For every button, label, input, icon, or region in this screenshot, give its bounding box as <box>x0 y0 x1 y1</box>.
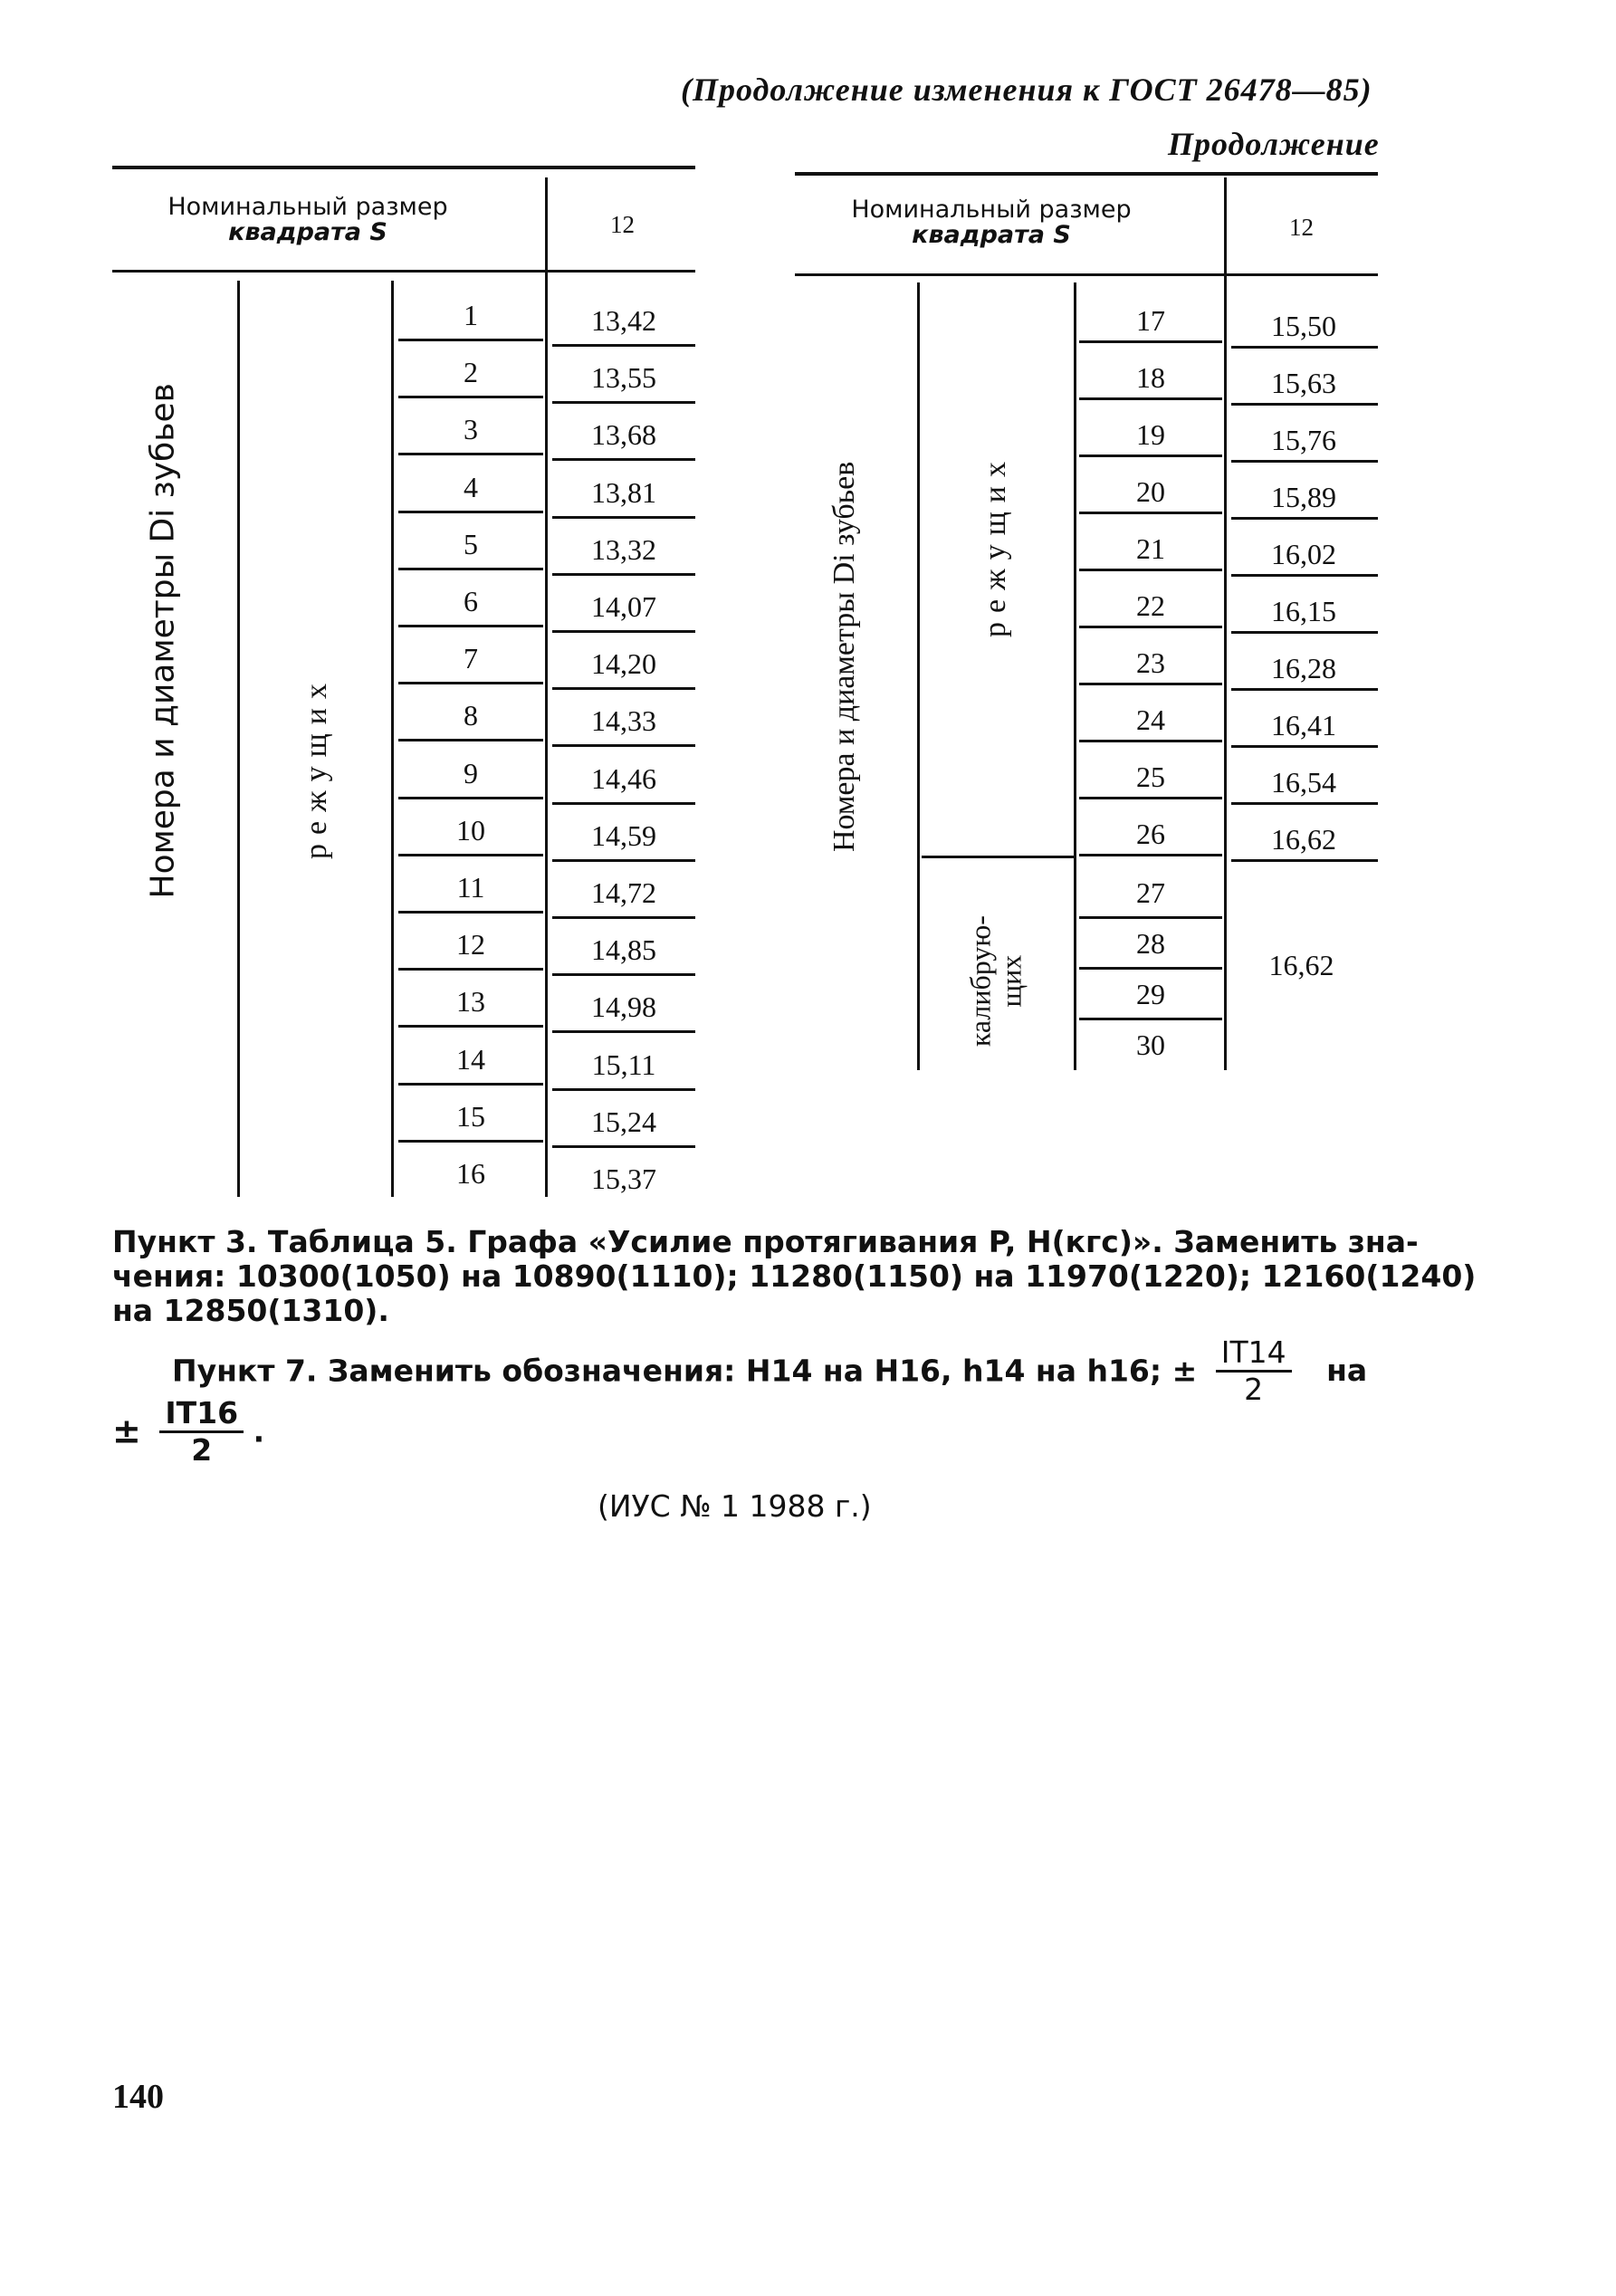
right-row-divider <box>1079 512 1222 514</box>
right-tooth-number: 20 <box>1136 475 1165 508</box>
left-tooth-number: 9 <box>464 756 478 789</box>
fraction-it14-den: 2 <box>1244 1371 1264 1407</box>
right-col-header-line2: квадрата S <box>912 221 1071 250</box>
left-row-divider <box>552 573 695 576</box>
right-calib-number: 28 <box>1136 927 1165 960</box>
left-row-divider <box>552 516 695 519</box>
right-row-divider <box>1079 854 1222 856</box>
left-tooth-number: 15 <box>456 1099 485 1133</box>
left-tooth-number: 2 <box>464 356 478 389</box>
continued-label: Продолжение <box>1168 126 1380 162</box>
right-tooth-diameter: 16,15 <box>1271 595 1336 627</box>
left-col-header-line1: Номинальный размер <box>167 193 448 221</box>
right-row-divider <box>1231 517 1378 520</box>
left-row-divider <box>398 396 543 398</box>
fraction-it16-den: 2 <box>191 1431 213 1468</box>
fraction-it14-num: IT14 <box>1216 1335 1292 1373</box>
right-row-divider <box>1079 454 1222 457</box>
left-row-divider <box>552 687 695 690</box>
paragraph-3 <box>112 1224 1477 1328</box>
right-col-header-line1: Номинальный размер <box>851 196 1132 224</box>
right-tooth-number: 26 <box>1136 818 1165 850</box>
paragraph-3-line1: Пункт 3. Таблица 5. Графа «Усилие протягивания P, Н(кгс)». Заменить зна- <box>112 1224 1419 1259</box>
left-row-divider <box>398 682 543 684</box>
left-row-divider <box>398 968 543 971</box>
right-row-divider <box>1079 626 1222 628</box>
continuation-header: (Продолжение изменения к ГОСТ 26478—85) <box>681 72 1372 108</box>
fraction-it16 <box>159 1396 244 1468</box>
left-tooth-diameter: 14,46 <box>591 761 656 795</box>
right-tooth-number: 18 <box>1136 361 1165 394</box>
left-tooth-number: 12 <box>456 928 485 961</box>
right-tooth-number: 24 <box>1136 703 1165 736</box>
right-tooth-diameter: 16,62 <box>1271 823 1336 856</box>
right-tooth-diameter: 15,50 <box>1271 310 1336 342</box>
right-row-divider <box>1231 745 1378 748</box>
left-tooth-diameter: 14,98 <box>591 990 656 1024</box>
left-row-divider <box>398 339 543 341</box>
left-tooth-number: 13 <box>456 985 485 1019</box>
right-tooth-diameter: 15,89 <box>1271 481 1336 513</box>
right-tooth-number: 22 <box>1136 589 1165 622</box>
left-tooth-diameter: 14,07 <box>591 590 656 623</box>
plus-minus: ± <box>112 1411 141 1451</box>
fraction-it14 <box>1216 1335 1292 1407</box>
left-row-divider <box>398 1140 543 1143</box>
right-tooth-diameter: 16,02 <box>1271 538 1336 570</box>
right-tooth-number: 19 <box>1136 418 1165 451</box>
left-tooth-diameter: 13,68 <box>591 418 656 452</box>
right-row-divider <box>1231 631 1378 634</box>
left-row-divider <box>398 854 543 856</box>
left-row-divider <box>398 453 543 455</box>
left-tooth-number: 6 <box>464 585 478 617</box>
right-row-divider <box>1231 688 1378 691</box>
right-row-divider <box>1079 397 1222 400</box>
right-sub-label-calib <box>965 891 1026 1072</box>
paragraph-7 <box>172 1335 1385 1407</box>
left-row-divider <box>552 859 695 862</box>
left-row-divider <box>398 911 543 914</box>
right-calib-divider <box>1079 916 1222 919</box>
right-sub-label-cutting: режущих <box>979 453 1012 637</box>
fraction-it16-num: IT16 <box>159 1396 244 1433</box>
right-tooth-number: 17 <box>1136 304 1165 337</box>
left-row-divider <box>552 1145 695 1148</box>
left-row-divider <box>552 401 695 404</box>
left-tooth-number: 11 <box>456 871 485 904</box>
paragraph-7-continuation <box>112 1396 264 1468</box>
right-row-divider <box>1079 569 1222 571</box>
left-tooth-number: 1 <box>464 299 478 331</box>
right-calib-number: 29 <box>1136 978 1165 1010</box>
right-calib-divider <box>1079 1018 1222 1020</box>
left-tooth-number: 3 <box>464 413 478 446</box>
left-tooth-number: 14 <box>456 1042 485 1076</box>
right-size-value: 12 <box>1289 214 1314 241</box>
left-row-divider <box>398 568 543 570</box>
right-tooth-number: 23 <box>1136 646 1165 679</box>
left-col-header <box>145 195 471 246</box>
left-col-header-line2: квадрата S <box>228 218 387 247</box>
left-row-divider <box>552 1030 695 1033</box>
right-tooth-diameter: 16,54 <box>1271 766 1336 799</box>
left-row-divider <box>552 1088 695 1091</box>
left-tooth-diameter: 13,55 <box>591 361 656 395</box>
right-row-divider <box>1231 574 1378 577</box>
page-number: 140 <box>112 2078 164 2116</box>
right-tooth-diameter: 15,63 <box>1271 367 1336 399</box>
left-row-divider <box>552 744 695 747</box>
left-tooth-number: 7 <box>464 642 478 675</box>
left-row-divider <box>398 511 543 513</box>
left-row-divider <box>398 797 543 799</box>
left-group-label: Номера и диаметры Di зубьев <box>144 383 182 899</box>
left-row-divider <box>552 458 695 461</box>
left-size-value: 12 <box>610 211 635 238</box>
paragraph-3-line3: на 12850(1310). <box>112 1292 389 1328</box>
left-tooth-diameter: 14,85 <box>591 933 656 967</box>
right-calib-divider <box>1079 967 1222 970</box>
right-tooth-diameter: 15,76 <box>1271 424 1336 456</box>
right-tooth-diameter: 16,28 <box>1271 652 1336 684</box>
right-calib-value: 16,62 <box>1268 949 1334 981</box>
left-tooth-number: 4 <box>464 470 478 503</box>
left-tooth-diameter: 15,24 <box>591 1105 656 1138</box>
left-row-divider <box>398 625 543 627</box>
right-row-divider <box>1079 340 1222 343</box>
right-calib-number: 30 <box>1136 1028 1165 1061</box>
left-tooth-diameter: 13,81 <box>591 475 656 509</box>
right-row-divider <box>1079 740 1222 742</box>
right-tooth-number: 21 <box>1136 532 1165 565</box>
left-row-divider <box>552 916 695 919</box>
right-row-divider <box>1079 683 1222 685</box>
right-calib-number: 27 <box>1136 876 1165 909</box>
left-row-divider <box>398 739 543 741</box>
paragraph-3-line2: чения: 10300(1050) на 10890(1110); 11280(1150) на 11970(1220); 12160(1240) <box>112 1258 1477 1294</box>
left-row-divider <box>398 1025 543 1028</box>
paragraph-7-na: на <box>1326 1353 1368 1389</box>
left-tooth-diameter: 15,11 <box>591 1048 656 1081</box>
left-row-divider <box>552 973 695 976</box>
right-row-divider <box>1231 859 1378 862</box>
right-tooth-number: 25 <box>1136 761 1165 793</box>
calib-label-line2: щих <box>994 954 1027 1008</box>
right-tooth-diameter: 16,41 <box>1271 709 1336 741</box>
left-tooth-number: 5 <box>464 527 478 560</box>
left-tooth-number: 16 <box>456 1157 485 1190</box>
left-tooth-diameter: 15,37 <box>591 1162 656 1195</box>
right-row-divider <box>1231 403 1378 406</box>
left-sub-label: режущих <box>300 674 333 859</box>
left-tooth-diameter: 14,59 <box>591 818 656 852</box>
right-group-label: Номера и диаметры Di зубьев <box>827 461 861 852</box>
left-tooth-diameter: 13,42 <box>591 304 656 337</box>
right-row-divider <box>1231 460 1378 463</box>
left-row-divider <box>552 630 695 633</box>
calib-label-line1: калибрую- <box>963 915 997 1048</box>
right-row-divider <box>1231 346 1378 349</box>
paragraph-7-text: Пункт 7. Заменить обозначения: Н14 на Н16, h14 на h16; ± <box>172 1353 1198 1389</box>
left-row-divider <box>398 1083 543 1086</box>
left-tooth-number: 8 <box>464 699 478 732</box>
left-tooth-diameter: 14,20 <box>591 647 656 681</box>
right-col-header <box>824 197 1159 249</box>
right-row-divider <box>1231 802 1378 805</box>
right-row-divider <box>1079 797 1222 799</box>
paragraph-7-end: . <box>253 1413 265 1449</box>
left-row-divider <box>552 344 695 347</box>
left-tooth-diameter: 13,32 <box>591 532 656 566</box>
left-tooth-number: 10 <box>456 813 485 847</box>
left-tooth-diameter: 14,33 <box>591 704 656 738</box>
left-row-divider <box>552 802 695 805</box>
ius-reference: (ИУС № 1 1988 г.) <box>598 1488 872 1524</box>
left-tooth-diameter: 14,72 <box>591 876 656 909</box>
